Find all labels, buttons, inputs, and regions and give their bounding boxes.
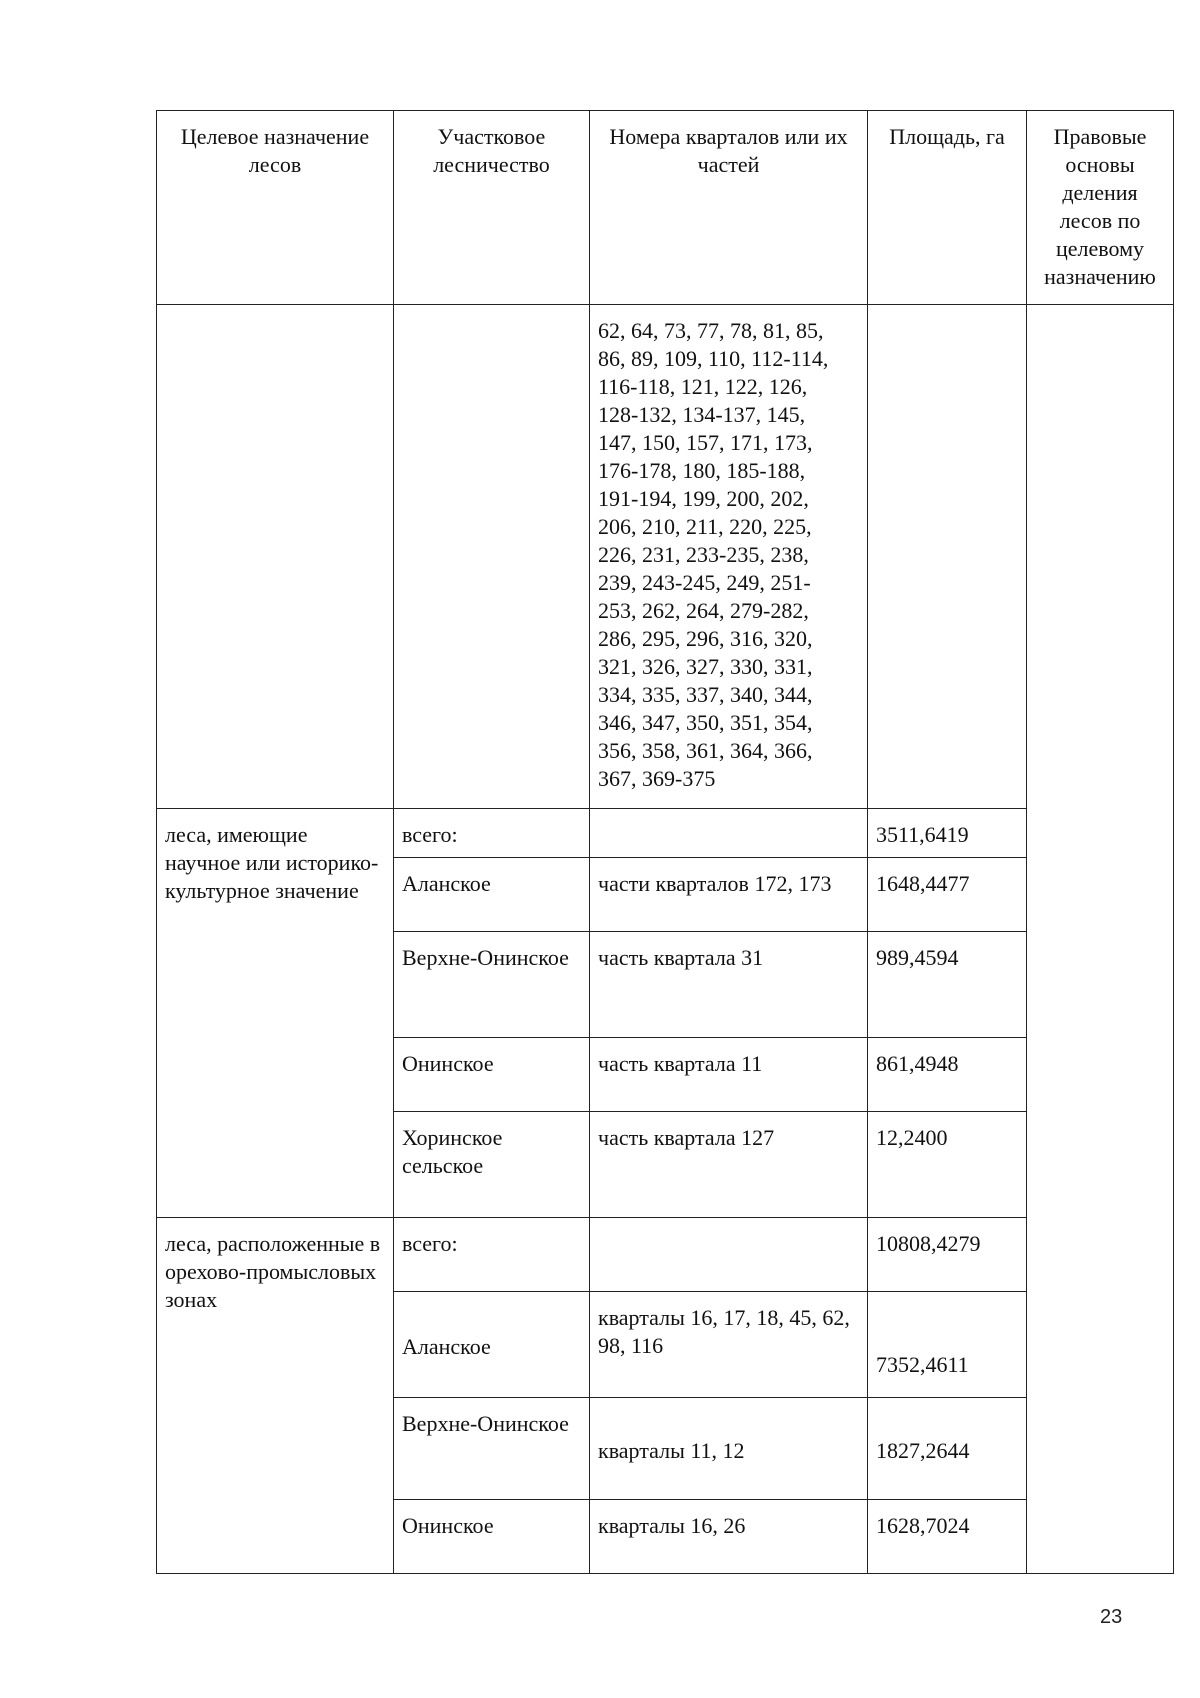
- header-legal-line: Правовые: [1053, 124, 1147, 149]
- cell-quarters: часть квартала 11: [590, 1038, 868, 1112]
- cell-quarters: [590, 1218, 868, 1292]
- cell-quarters: кварталы 16, 26: [590, 1500, 868, 1574]
- cell-forestry: всего:: [394, 809, 590, 858]
- cell-quarters: части кварталов 172, 173: [590, 858, 868, 932]
- cell-purpose: леса, расположенные в орехово-промысловых зонах: [157, 1218, 394, 1574]
- quarters-line: 62, 64, 73, 77, 78, 81, 85,: [598, 318, 824, 343]
- quarters-line: 147, 150, 157, 171, 173,: [598, 430, 813, 455]
- quarters-line: 239, 243-245, 249, 251-: [598, 570, 811, 595]
- page-number: 23: [1100, 1606, 1123, 1628]
- quarters-line: 346, 347, 350, 351, 354,: [598, 710, 813, 735]
- header-legal-line: целевому: [1055, 236, 1145, 261]
- quarters-line: 116-118, 121, 122, 126,: [598, 374, 808, 399]
- quarters-line: 321, 326, 327, 330, 331,: [598, 654, 813, 679]
- table-row-continuation: [157, 305, 1174, 809]
- quarters-line: 286, 295, 296, 316, 320,: [598, 626, 813, 651]
- quarters-line: 206, 210, 211, 220, 225,: [598, 514, 812, 539]
- cell-quarters: кварталы 11, 12: [590, 1398, 868, 1500]
- cell-area: 12,2400: [868, 1112, 1027, 1218]
- cell-area: 7352,4611: [868, 1292, 1027, 1398]
- quarters-line: 191-194, 199, 200, 202,: [598, 486, 809, 511]
- cell-area: 1628,7024: [868, 1500, 1027, 1574]
- cell-forestry: Аланское: [394, 1292, 590, 1398]
- header-purpose: Целевое назначение лесов: [157, 111, 394, 305]
- cell-quarters: часть квартала 31: [590, 932, 868, 1038]
- quarters-line: 86, 89, 109, 110, 112-114,: [598, 346, 829, 371]
- header-quarters: Номера кварталов или их частей: [590, 111, 868, 305]
- quarters-line: 367, 369-375: [598, 766, 716, 791]
- header-legal-line: основы: [1065, 152, 1135, 177]
- cell-empty: [868, 305, 1027, 809]
- header-legal-basis: [1027, 111, 1174, 305]
- cell-legal-basis: [1027, 305, 1174, 1574]
- cell-forestry: Аланское: [394, 858, 590, 932]
- header-legal-line: деления: [1062, 180, 1138, 205]
- header-area: Площадь, га: [868, 111, 1027, 305]
- cell-empty: [157, 305, 394, 809]
- cell-forestry: Верхне-Онинское: [394, 932, 590, 1038]
- header-legal-line: назначению: [1044, 264, 1156, 289]
- forest-purpose-table: [156, 110, 1174, 1574]
- table-row: [157, 1218, 1174, 1292]
- quarters-line: 176-178, 180, 185-188,: [598, 458, 806, 483]
- cell-quarters: часть квартала 127: [590, 1112, 868, 1218]
- cell-quarters: [590, 809, 868, 858]
- cell-empty: [394, 305, 590, 809]
- cell-purpose: леса, имеющие научное или историко-культурное значение: [157, 809, 394, 1218]
- cell-quarters-list: [590, 305, 868, 809]
- quarters-line: 334, 335, 337, 340, 344,: [598, 682, 813, 707]
- cell-area: 1648,4477: [868, 858, 1027, 932]
- cell-area: 3511,6419: [868, 809, 1027, 858]
- quarters-line: 253, 262, 264, 279-282,: [598, 598, 809, 623]
- quarters-line: 356, 358, 361, 364, 366,: [598, 738, 813, 763]
- header-legal-line: лесов по: [1059, 208, 1141, 233]
- quarters-line: 128-132, 134-137, 145,: [598, 402, 806, 427]
- cell-forestry: Хоринское сельское: [394, 1112, 590, 1218]
- table-row: [157, 809, 1174, 858]
- cell-forestry: Онинское: [394, 1038, 590, 1112]
- cell-area: 1827,2644: [868, 1398, 1027, 1500]
- cell-forestry: Верхне-Онинское: [394, 1398, 590, 1500]
- cell-area: 861,4948: [868, 1038, 1027, 1112]
- cell-forestry: Онинское: [394, 1500, 590, 1574]
- cell-area: 989,4594: [868, 932, 1027, 1038]
- table-header-row: [157, 111, 1174, 305]
- cell-forestry: всего:: [394, 1218, 590, 1292]
- cell-area: 10808,4279: [868, 1218, 1027, 1292]
- quarters-line: 226, 231, 233-235, 238,: [598, 542, 809, 567]
- header-forestry: Участковое лесничество: [394, 111, 590, 305]
- cell-quarters: кварталы 16, 17, 18, 45, 62, 98, 116: [590, 1292, 868, 1398]
